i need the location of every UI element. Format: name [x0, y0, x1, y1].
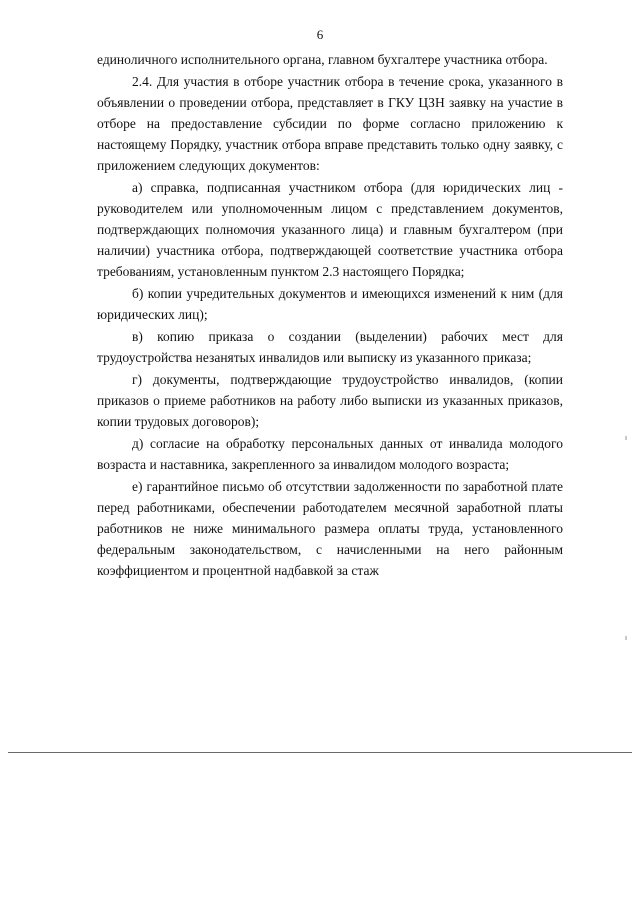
list-item-a: а) справка, подписанная участником отбора (для юридических лиц - руководителем или уполномоченным лицом с представлением документов, подтверждающих полномочия указанного лица) и главным бухгалтером (при наличии) участника отбора, подтверждающей соответствие участника отбора требованиям, установленным пунктом 2.3 настоящего Порядка;	[97, 180, 563, 279]
paragraph-continuation: единоличного исполнительного органа, главном бухгалтере участника отбора.	[97, 52, 548, 67]
list-item-d: д) согласие на обработку персональных данных от инвалида молодого возраста и наставника, закрепленного за инвалидом молодого возраста;	[97, 436, 563, 472]
scan-artifact-mark	[625, 636, 627, 640]
scan-artifact-mark	[625, 436, 627, 440]
document-body	[97, 49, 563, 581]
list-item-b: б) копии учредительных документов и имеющихся изменений к ним (для юридических лиц);	[97, 286, 563, 322]
list-item-g: г) документы, подтверждающие трудоустройство инвалидов, (копии приказов о приеме работников на работу либо выписки из указанных приказов, копии трудовых договоров);	[97, 372, 563, 429]
paragraph-2-4: 2.4. Для участия в отборе участник отбора в течение срока, указанного в объявлении о проведении отбора, представляет в ГКУ ЦЗН заявку на участие в отборе на предоставление субсидии по форме согласно приложению к настоящему Порядку, участник отбора вправе представить только одну заявку, с приложением следующих документов:	[97, 74, 563, 173]
list-item-v: в) копию приказа о создании (выделении) рабочих мест для трудоустройства незанятых инвалидов или выписку из указанного приказа;	[97, 329, 563, 365]
list-item-e: е) гарантийное письмо об отсутствии задолженности по заработной плате перед работниками, обеспечении работодателем месячной заработной платы работников не ниже минимального размера оплаты труда, установленного федеральным законодательством, с начисленными на него районным коэффициентом и процентной надбавкой за стаж	[97, 479, 563, 578]
page-number: 6	[316, 27, 324, 42]
page-separator-line	[8, 752, 632, 753]
